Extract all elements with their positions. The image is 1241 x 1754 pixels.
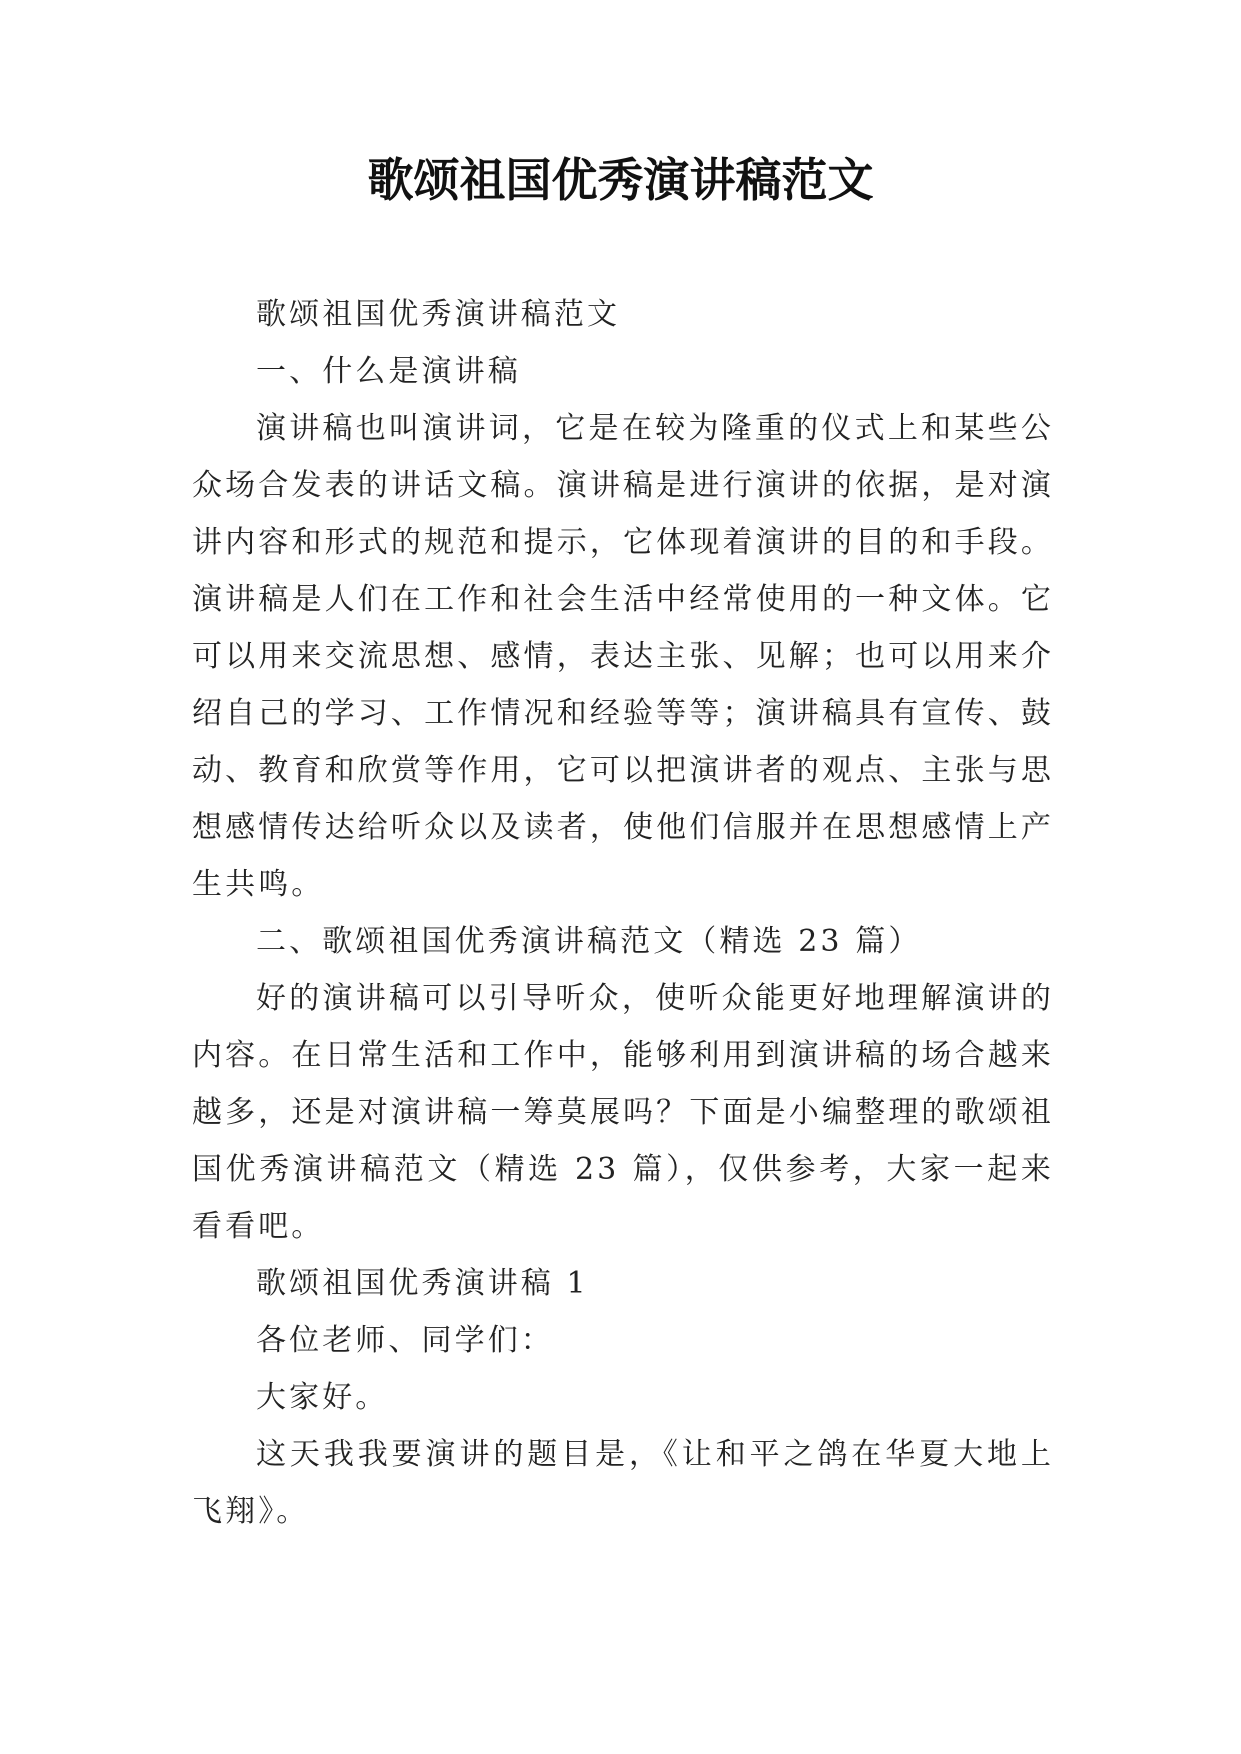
document-title: 歌颂祖国优秀演讲稿范文 xyxy=(367,153,874,207)
paragraph-salutation: 各位老师、同学们： xyxy=(256,1323,554,1358)
paragraph-intro: 好的演讲稿可以引导听众，使听众能更好地理解演讲的内容。在日常生活和工作中，能够利用到演讲稿的场合越来越多，还是对演讲稿一筹莫展吗？下面是小编整理的歌颂祖国优秀演讲稿范文（精选 23 篇），仅供参考，大家一起来看看吧。 xyxy=(192,981,1054,1244)
paragraph-section-heading-1: 一、什么是演讲稿 xyxy=(256,354,521,389)
paragraph-definition: 演讲稿也叫演讲词，它是在较为隆重的仪式上和某些公众场合发表的讲话文稿。演讲稿是进行演讲的依据，是对演讲内容和形式的规范和提示，它体现着演讲的目的和手段。演讲稿是人们在工作和社会生活中经常使用的一种文体。它可以用来交流思想、感情，表达主张、见解；也可以用来介绍自己的学习、工作情况和经验等等；演讲稿具有宣传、鼓动、教育和欣赏等作用，它可以把演讲者的观点、主张与思想感情传达给听众以及读者，使他们信服并在思想感情上产生共鸣。 xyxy=(192,411,1054,902)
paragraph-speech-title: 歌颂祖国优秀演讲稿 1 xyxy=(256,1266,589,1301)
paragraph-section-heading-2: 二、歌颂祖国优秀演讲稿范文（精选 23 篇） xyxy=(256,924,922,959)
document-body xyxy=(192,286,1054,1540)
paragraph-greeting: 大家好。 xyxy=(256,1380,389,1415)
paragraph-subtitle: 歌颂祖国优秀演讲稿范文 xyxy=(256,297,621,332)
paragraph-speech-topic: 这天我我要演讲的题目是，《让和平之鸽在华夏大地上飞翔》。 xyxy=(192,1437,1054,1529)
